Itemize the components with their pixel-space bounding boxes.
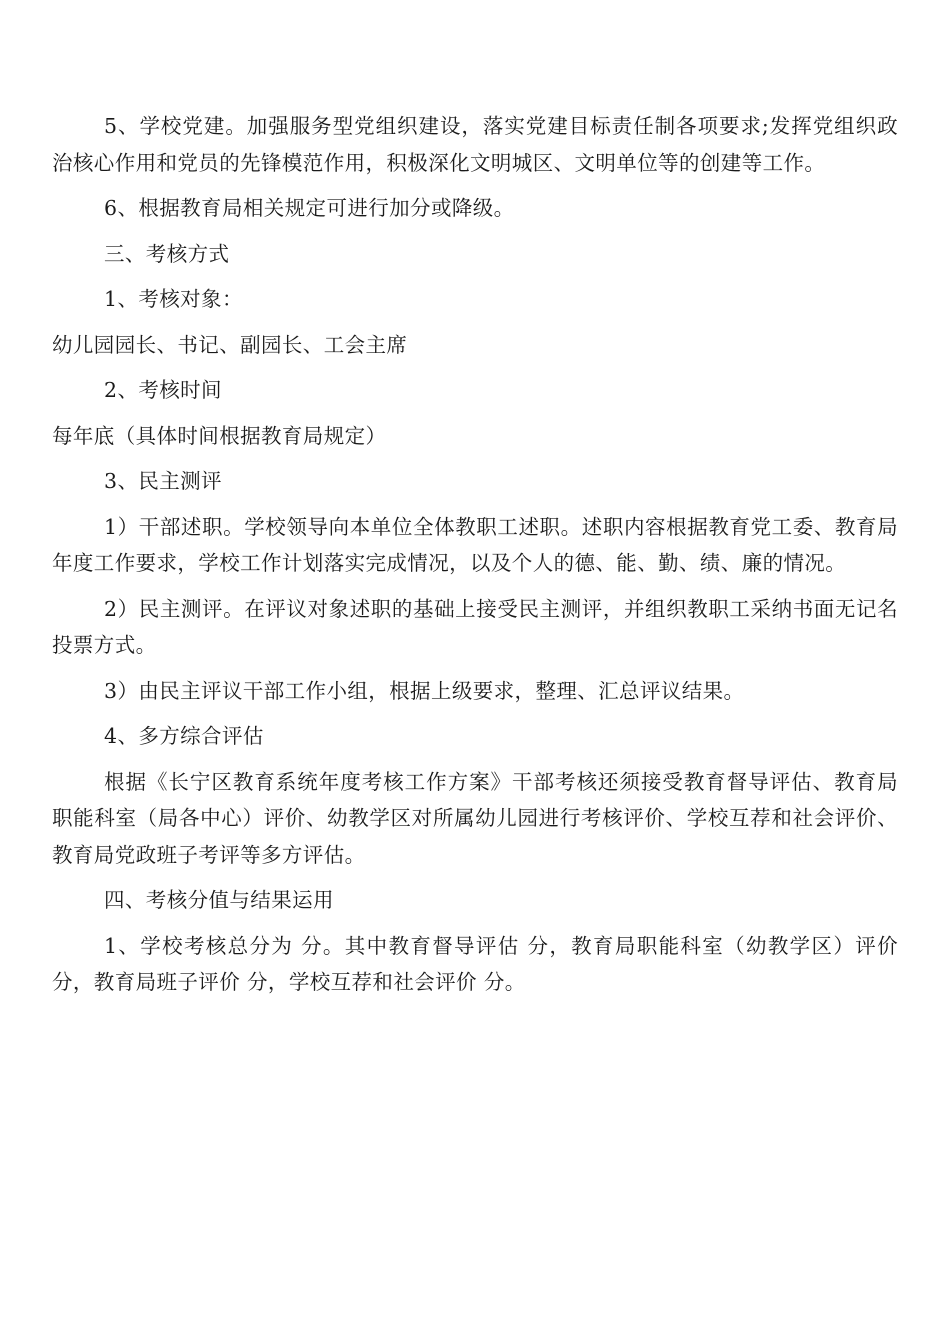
- paragraph-comprehensive-evaluation: 根据《长宁区教育系统年度考核工作方案》干部考核还须接受教育督导评估、教育局职能科室（局各中心）评价、幼教学区对所属幼儿园进行考核评价、学校互荐和社会评价、教育局党政班子考评等多方评估。: [52, 769, 898, 867]
- paragraph-democratic-evaluation: 2）民主测评。在评议对象述职的基础上接受民主测评，并组织教职工采纳书面无记名投票方式。: [52, 596, 898, 657]
- paragraph-party-building: 5、学校党建。加强服务型党组织建设，落实党建目标责任制各项要求;发挥党组织政治核心作用和党员的先锋模范作用，积极深化文明城区、文明单位等的创建等工作。: [52, 114, 898, 175]
- subheading-assessment-target: 1、考核对象：: [104, 287, 243, 311]
- subheading-assessment-time: 2、考核时间: [104, 378, 222, 402]
- section-heading-assessment-method: 三、考核方式: [104, 241, 230, 266]
- paragraph-cadre-report: 1）干部述职。学校领导向本单位全体教职工述职。述职内容根据教育党工委、教育局年度工作要求，学校工作计划落实完成情况，以及个人的德、能、勤、绩、廉的情况。: [52, 514, 898, 575]
- document-body: [52, 108, 898, 1010]
- section-heading-scores-and-results: 四、考核分值与结果运用: [104, 888, 334, 912]
- paragraph-score-breakdown: 1、学校考核总分为 分。其中教育督导评估 分，教育局职能科室（幼教学区）评价 分，教育局班子评价 分，学校互荐和社会评价 分。: [52, 933, 898, 994]
- subheading-democratic-evaluation: 3、民主测评: [104, 469, 222, 493]
- paragraph-assessment-time: 每年底（具体时间根据教育局规定）: [52, 423, 387, 448]
- paragraph-assessment-target-list: 幼儿园园长、书记、副园长、工会主席: [52, 332, 408, 357]
- paragraph-bonus-or-downgrade: 6、根据教育局相关规定可进行加分或降级。: [104, 196, 515, 220]
- paragraph-evaluation-summary: 3）由民主评议干部工作小组，根据上级要求，整理、汇总评议结果。: [104, 678, 745, 703]
- subheading-comprehensive-evaluation: 4、多方综合评估: [104, 724, 264, 748]
